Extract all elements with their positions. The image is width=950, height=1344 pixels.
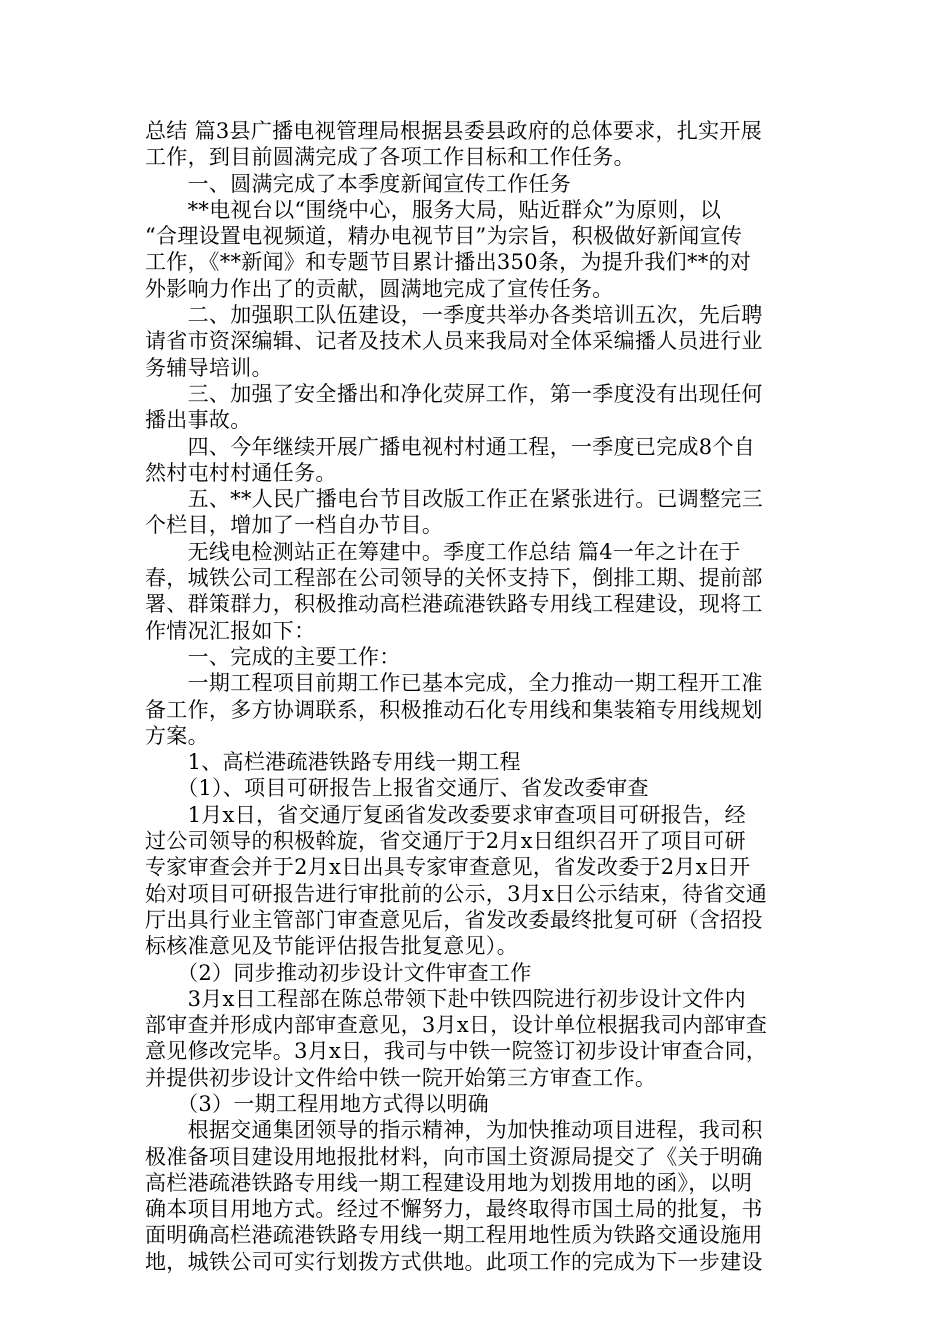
- text-line: 总结 篇3县广播电视管理局根据县委县政府的总体要求，扎实开展: [145, 119, 763, 143]
- text-line: 方案。: [145, 723, 209, 748]
- text-line: 地，城铁公司可实行划拨方式供地。此项工作的完成为下一步建设: [145, 1249, 763, 1274]
- text-line: 高栏港疏港铁路专用线一期工程建设用地为划拨用地的函》，以明: [145, 1170, 753, 1195]
- text-line: 部审查并形成内部审查意见，3月x日，设计单位根据我司内部审查: [145, 1013, 768, 1038]
- text-line: 工作，到目前圆满完成了各项工作目标和工作任务。: [145, 145, 635, 170]
- text-line: 确本项目用地方式。经过不懈努力，最终取得市国土局的批复，书: [145, 1197, 763, 1222]
- text-line: 五、**人民广播电台节目改版工作正在紧张进行。已调整完三: [145, 487, 763, 512]
- text-line: 1月x日，省交通厅复函省发改委要求审查项目可研报告，经: [145, 802, 746, 827]
- text-line: 工作，《**新闻》和专题节目累计播出350条，为提升我们**的对: [145, 250, 752, 275]
- text-line: 外影响力作出了的贡献，圆满地完成了宣传任务。: [145, 276, 614, 301]
- text-line: 务辅导培训。: [145, 355, 273, 380]
- text-line: 请省市资深编辑、记者及技术人员来我局对全体采编播人员进行业: [145, 329, 763, 354]
- text-line: 1、高栏港疏港铁路专用线一期工程: [145, 750, 521, 775]
- text-line: （1）、项目可研报告上报省交通厅、省发改委审查: [145, 776, 649, 801]
- text-line: 专家审查会并于2月x日出具专家审查意见，省发改委于2月x日开: [145, 855, 751, 880]
- text-line: **电视台以“围绕中心，服务大局，贴近群众”为原则，以: [145, 197, 722, 222]
- text-line: 厅出具行业主管部门审查意见后，省发改委最终批复可研（含招投: [145, 907, 763, 932]
- text-line: 一、完成的主要工作：: [145, 644, 401, 669]
- text-line: 标核准意见及节能评估报告批复意见）。: [145, 934, 518, 959]
- text-line: 春，城铁公司工程部在公司领导的关怀支持下，倒排工期、提前部: [145, 566, 763, 591]
- text-line: 一期工程项目前期工作已基本完成，全力推动一期工程开工准: [145, 671, 763, 696]
- text-line: （2）同步推动初步设计文件审查工作: [145, 960, 532, 985]
- text-line: 然村屯村村通任务。: [145, 460, 337, 485]
- text-line: 四、今年继续开展广播电视村村通工程，一季度已完成8个自: [145, 434, 756, 459]
- text-line: 3月x日工程部在陈总带领下赴中铁四院进行初步设计文件内: [145, 986, 746, 1011]
- text-line: 根据交通集团领导的指示精神，为加快推动项目进程，我司积: [145, 1118, 763, 1143]
- text-line: 并提供初步设计文件给中铁一院开始第三方审查工作。: [145, 1065, 657, 1090]
- text-line: 面明确高栏港疏港铁路专用线一期工程用地性质为铁路交通设施用: [145, 1223, 763, 1248]
- text-line: 意见修改完毕。3月x日，我司与中铁一院签订初步设计审查合同，: [145, 1039, 768, 1064]
- text-line: 过公司领导的积极斡旋，省交通厅于2月x日组织召开了项目可研: [145, 829, 746, 854]
- text-line: 播出事故。: [145, 408, 252, 433]
- text-line: 个栏目，增加了一档自办节目。: [145, 513, 444, 538]
- text-line: “合理设置电视频道，精办电视节目”为宗旨，积极做好新闻宣传: [145, 224, 743, 249]
- text-line: 一、圆满完成了本季度新闻宣传工作任务: [145, 171, 571, 196]
- text-line: 极准备项目建设用地报批材料，向市国土资源局提交了《关于明确: [145, 1144, 763, 1169]
- text-line: 作情况汇报如下：: [145, 618, 316, 643]
- document-body: [145, 118, 810, 1275]
- text-line: 署、群策群力，积极推动高栏港疏港铁路专用线工程建设，现将工: [145, 592, 763, 617]
- text-line: 备工作，多方协调联系，积极推动石化专用线和集装箱专用线规划: [145, 697, 763, 722]
- text-line: 三、加强了安全播出和净化荧屏工作，第一季度没有出现任何: [145, 381, 763, 406]
- text-line: 始对项目可研报告进行审批前的公示，3月x日公示结束，待省交通: [145, 881, 768, 906]
- text-line: 二、加强职工队伍建设，一季度共举办各类培训五次，先后聘: [145, 303, 763, 328]
- text-line: （3）一期工程用地方式得以明确: [145, 1091, 489, 1116]
- text-line: 无线电检测站正在筹建中。季度工作总结 篇4一年之计在于: [145, 539, 741, 564]
